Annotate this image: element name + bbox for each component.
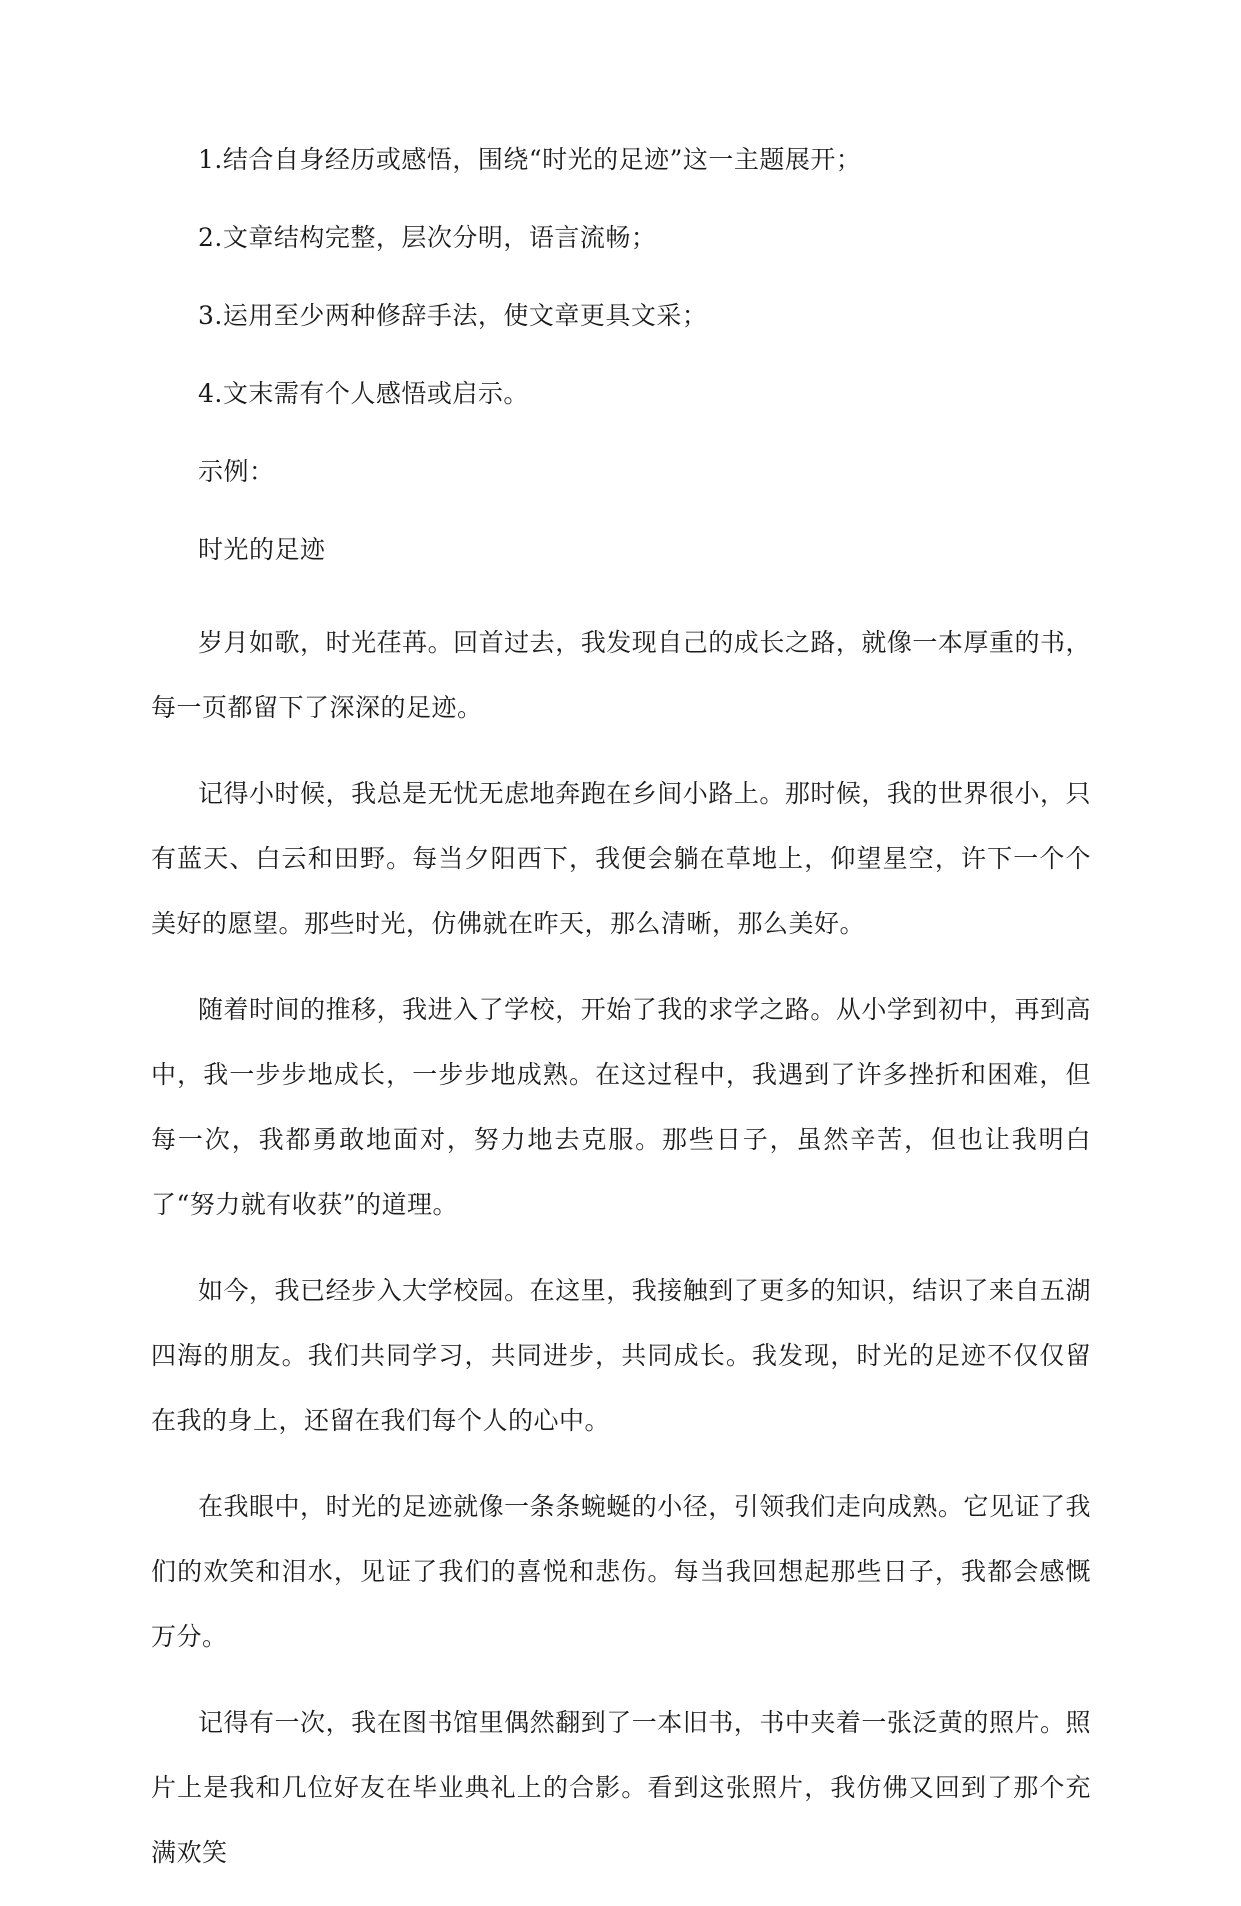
essay-paragraph: 随着时间的推移，我进入了学校，开始了我的求学之路。从小学到初中，再到高中，我一步步地成长，一步步地成熟。在这过程中，我遇到了许多挫折和困难，但每一次，我都勇敢地面对，努力地去克服。那些日子，虽然辛苦，但也让我明白了“努力就有收获”的道理。 [151, 995, 1091, 1219]
essay-paragraph: 记得有一次，我在图书馆里偶然翻到了一本旧书，书中夹着一张泛黄的照片。照片上是我和几位好友在毕业典礼上的合影。看到这张照片，我仿佛又回到了那个充满欢笑 [151, 1708, 1091, 1867]
essay-paragraph: 记得小时候，我总是无忧无虑地奔跑在乡间小路上。那时候，我的世界很小，只有蓝天、白云和田野。每当夕阳西下，我便会躺在草地上，仰望星空，许下一个个美好的愿望。那些时光，仿佛就在昨天，那么清晰，那么美好。 [151, 779, 1091, 938]
essay-title: 时光的足迹 [198, 535, 326, 564]
example-label: 示例： [198, 457, 275, 486]
requirement-item: 2.文章结构完整，层次分明，语言流畅； [198, 223, 657, 252]
document-body [151, 142, 1091, 1906]
essay-paragraph: 岁月如歌，时光荏苒。回首过去，我发现自己的成长之路，就像一本厚重的书，每一页都留下了深深的足迹。 [151, 628, 1091, 722]
requirement-item: 3.运用至少两种修辞手法，使文章更具文采； [198, 301, 708, 330]
requirement-item: 1.结合自身经历或感悟，围绕“时光的足迹”这一主题展开； [198, 145, 862, 174]
requirement-item: 4.文末需有个人感悟或启示。 [198, 379, 529, 408]
essay-paragraph: 在我眼中，时光的足迹就像一条条蜿蜒的小径，引领我们走向成熟。它见证了我们的欢笑和泪水，见证了我们的喜悦和悲伤。每当我回想起那些日子，我都会感慨万分。 [151, 1492, 1091, 1651]
essay-paragraph: 如今，我已经步入大学校园。在这里，我接触到了更多的知识，结识了来自五湖四海的朋友。我们共同学习，共同进步，共同成长。我发现，时光的足迹不仅仅留在我的身上，还留在我们每个人的心中。 [151, 1276, 1091, 1435]
